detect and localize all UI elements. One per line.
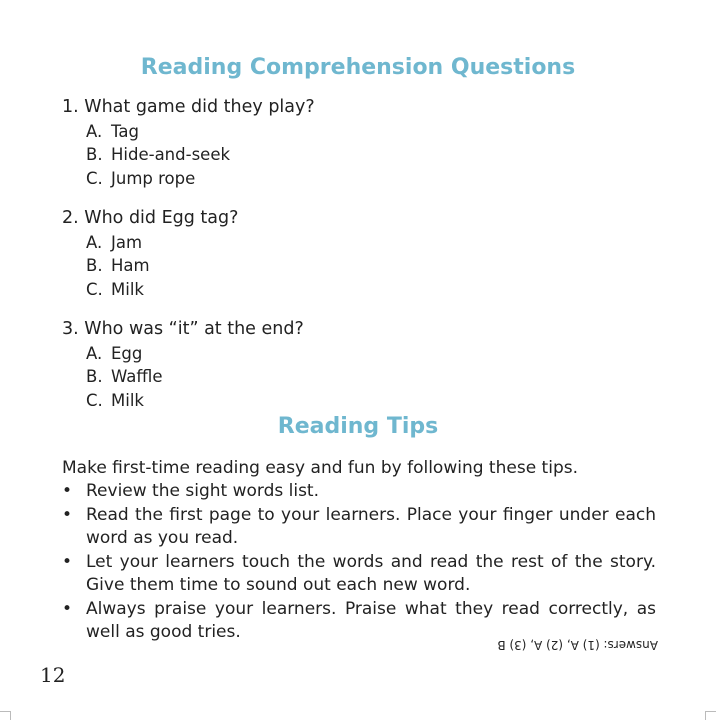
questions-heading: Reading Comprehension Questions — [140, 55, 576, 80]
options-list — [62, 342, 304, 413]
question-number: 2. — [62, 208, 79, 228]
tip-text: Always praise your learners. Praise what they read correctly, as well as good tries. — [86, 598, 656, 642]
answer-key-upside-down: Answers: (1) A, (2) A, (3) B — [497, 638, 658, 652]
tip-item — [62, 504, 656, 551]
options-list — [62, 120, 315, 191]
option-text: Hide-and-seek — [111, 145, 231, 164]
question-number: 1. — [62, 97, 79, 117]
option — [86, 342, 304, 366]
options-list — [62, 231, 238, 302]
crop-mark — [0, 711, 10, 712]
tip-item — [62, 551, 656, 598]
tip-text: Review the sight words list. — [86, 481, 319, 501]
question-number: 3. — [62, 319, 79, 339]
option — [86, 365, 304, 389]
option — [86, 167, 315, 191]
option-text: Jump rope — [111, 168, 196, 188]
crop-mark — [706, 711, 716, 712]
page-number: 12 — [40, 663, 66, 687]
crop-mark — [10, 711, 11, 720]
bullet: • — [62, 551, 73, 572]
option — [86, 389, 304, 413]
option-text: Waffle — [111, 367, 163, 386]
tip-text: Let your learners touch the words and read the rest of the story. Give them time to sound out each new word. — [86, 551, 656, 595]
option-letter: C. — [86, 168, 103, 188]
tip-item — [62, 480, 656, 504]
question-text — [62, 207, 238, 231]
bullet: • — [62, 504, 73, 525]
tips-section — [62, 456, 656, 645]
question-3 — [62, 318, 304, 412]
question-prompt: What game did they play? — [84, 97, 315, 117]
option — [86, 254, 238, 278]
option-text: Jam — [111, 232, 143, 252]
option-letter: B. — [86, 367, 103, 386]
option-letter: A. — [86, 121, 103, 141]
tips-list — [62, 480, 656, 645]
question-2 — [62, 207, 238, 301]
question-1 — [62, 96, 315, 190]
option-letter: A. — [86, 343, 103, 363]
option — [86, 143, 315, 167]
tips-intro: Make first-time reading easy and fun by following these tips. — [62, 458, 578, 478]
question-prompt: Who was “it” at the end? — [84, 319, 304, 339]
option-letter: C. — [86, 279, 103, 299]
question-text — [62, 96, 315, 120]
option-letter: A. — [86, 232, 103, 252]
option-text: Milk — [111, 390, 144, 410]
option — [86, 120, 315, 144]
option — [86, 278, 238, 302]
tips-heading: Reading Tips — [277, 414, 439, 439]
option-letter: C. — [86, 390, 103, 410]
option-text: Tag — [111, 121, 139, 141]
tip-text: Read the first page to your learners. Place your finger under each word as you read. — [86, 504, 656, 548]
crop-mark — [705, 711, 706, 720]
option-text: Ham — [111, 256, 150, 275]
bullet: • — [62, 481, 73, 501]
bullet: • — [62, 598, 73, 619]
question-prompt: Who did Egg tag? — [84, 208, 239, 228]
option-text: Milk — [111, 279, 144, 299]
option — [86, 231, 238, 255]
option-letter: B. — [86, 256, 103, 275]
option-text: Egg — [111, 343, 143, 363]
option-letter: B. — [86, 145, 103, 164]
question-text — [62, 318, 304, 342]
